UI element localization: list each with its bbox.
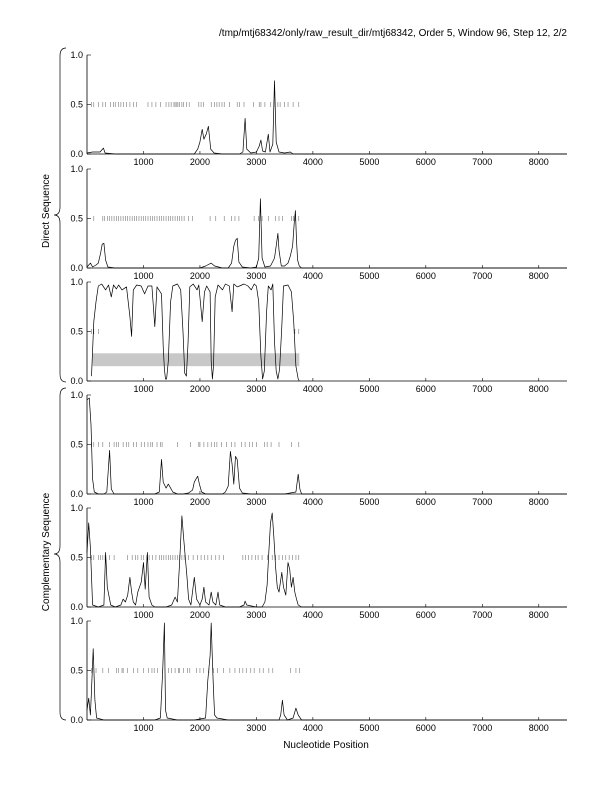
- x-tick-label: 7000: [472, 497, 493, 507]
- x-tick-label: 7000: [472, 723, 493, 733]
- x-tick-label: 8000: [528, 497, 549, 507]
- x-tick-label: 7000: [472, 271, 493, 281]
- x-tick-label: 4000: [302, 271, 323, 281]
- panel-direct-frame-3: [70, 277, 567, 394]
- x-tick-label: 1000: [133, 497, 154, 507]
- y-tick-label: 0.0: [70, 149, 83, 159]
- x-tick-label: 4000: [302, 384, 323, 394]
- x-axis-label: Nucleotide Position: [283, 740, 369, 751]
- page-title: /tmp/mtj68342/only/raw_result_dir/mtj68342, Order 5, Window 96, Step 12, 2/2: [219, 28, 567, 39]
- y-tick-label: 0.5: [70, 439, 83, 450]
- x-tick-label: 1000: [133, 157, 154, 167]
- x-tick-label: 5000: [359, 723, 380, 733]
- complementary-bracket: [54, 388, 66, 720]
- x-tick-label: 2000: [189, 384, 210, 394]
- x-tick-label: 3000: [246, 384, 267, 394]
- x-tick-label: 5000: [359, 610, 380, 620]
- panel-direct-frame-2: [70, 164, 567, 281]
- x-tick-label: 2000: [189, 271, 210, 281]
- x-tick-label: 1000: [133, 610, 154, 620]
- y-tick-label: 0.5: [70, 99, 83, 110]
- x-tick-label: 6000: [415, 384, 436, 394]
- y-tick-label: 1.0: [70, 390, 83, 400]
- x-tick-label: 8000: [528, 157, 549, 167]
- x-tick-label: 5000: [359, 497, 380, 507]
- coding-probability-line: [92, 284, 300, 381]
- x-tick-label: 7000: [472, 157, 493, 167]
- x-tick-label: 6000: [415, 157, 436, 167]
- y-tick-label: 0.5: [70, 552, 83, 563]
- direct-bracket: [54, 48, 66, 382]
- x-tick-label: 1000: [133, 723, 154, 733]
- x-tick-label: 3000: [246, 157, 267, 167]
- coding-probability-line: [87, 81, 567, 154]
- x-tick-label: 3000: [246, 723, 267, 733]
- y-tick-label: 1.0: [70, 503, 83, 513]
- y-tick-label: 0.0: [70, 376, 83, 386]
- y-tick-label: 1.0: [70, 164, 83, 174]
- y-tick-label: 1.0: [70, 277, 83, 287]
- x-tick-label: 4000: [302, 610, 323, 620]
- y-tick-label: 0.0: [70, 602, 83, 612]
- y-tick-label: 0.0: [70, 489, 83, 499]
- y-tick-label: 1.0: [70, 50, 83, 60]
- group-label-direct: Direct Sequence: [41, 174, 52, 248]
- group-label-complementary: Complementary Sequence: [41, 492, 52, 612]
- x-tick-label: 6000: [415, 497, 436, 507]
- y-tick-label: 1.0: [70, 616, 83, 626]
- x-tick-label: 6000: [415, 610, 436, 620]
- x-tick-label: 2000: [189, 610, 210, 620]
- x-tick-label: 3000: [246, 610, 267, 620]
- x-tick-label: 6000: [415, 271, 436, 281]
- x-tick-label: 5000: [359, 384, 380, 394]
- coding-probability-line: [87, 623, 567, 720]
- x-tick-label: 2000: [189, 157, 210, 167]
- y-tick-label: 0.0: [70, 263, 83, 273]
- x-tick-label: 8000: [528, 723, 549, 733]
- x-tick-label: 7000: [472, 610, 493, 620]
- y-tick-label: 0.5: [70, 213, 83, 224]
- shaded-band: [93, 353, 300, 366]
- y-tick-label: 0.5: [70, 326, 83, 337]
- x-tick-label: 8000: [528, 610, 549, 620]
- x-tick-label: 8000: [528, 271, 549, 281]
- coding-probability-line: [87, 199, 567, 268]
- x-tick-label: 4000: [302, 497, 323, 507]
- coding-probability-line: [87, 398, 567, 494]
- group-brackets: [54, 48, 66, 720]
- y-tick-label: 0.5: [70, 665, 83, 676]
- x-tick-label: 1000: [133, 271, 154, 281]
- x-tick-label: 3000: [246, 497, 267, 507]
- y-tick-label: 0.0: [70, 715, 83, 725]
- chart-panels: [70, 50, 567, 733]
- x-tick-label: 6000: [415, 723, 436, 733]
- x-tick-label: 1000: [133, 384, 154, 394]
- x-tick-label: 7000: [472, 384, 493, 394]
- x-tick-label: 4000: [302, 157, 323, 167]
- x-tick-label: 3000: [246, 271, 267, 281]
- panel-complementary-frame-3: [70, 616, 567, 733]
- panel-direct-frame-1: [70, 50, 567, 167]
- x-tick-label: 2000: [189, 497, 210, 507]
- x-tick-label: 5000: [359, 157, 380, 167]
- panel-complementary-frame-1: [70, 390, 567, 507]
- x-tick-label: 8000: [528, 384, 549, 394]
- panel-complementary-frame-2: [70, 503, 567, 620]
- x-tick-label: 2000: [189, 723, 210, 733]
- x-tick-label: 5000: [359, 271, 380, 281]
- x-tick-label: 4000: [302, 723, 323, 733]
